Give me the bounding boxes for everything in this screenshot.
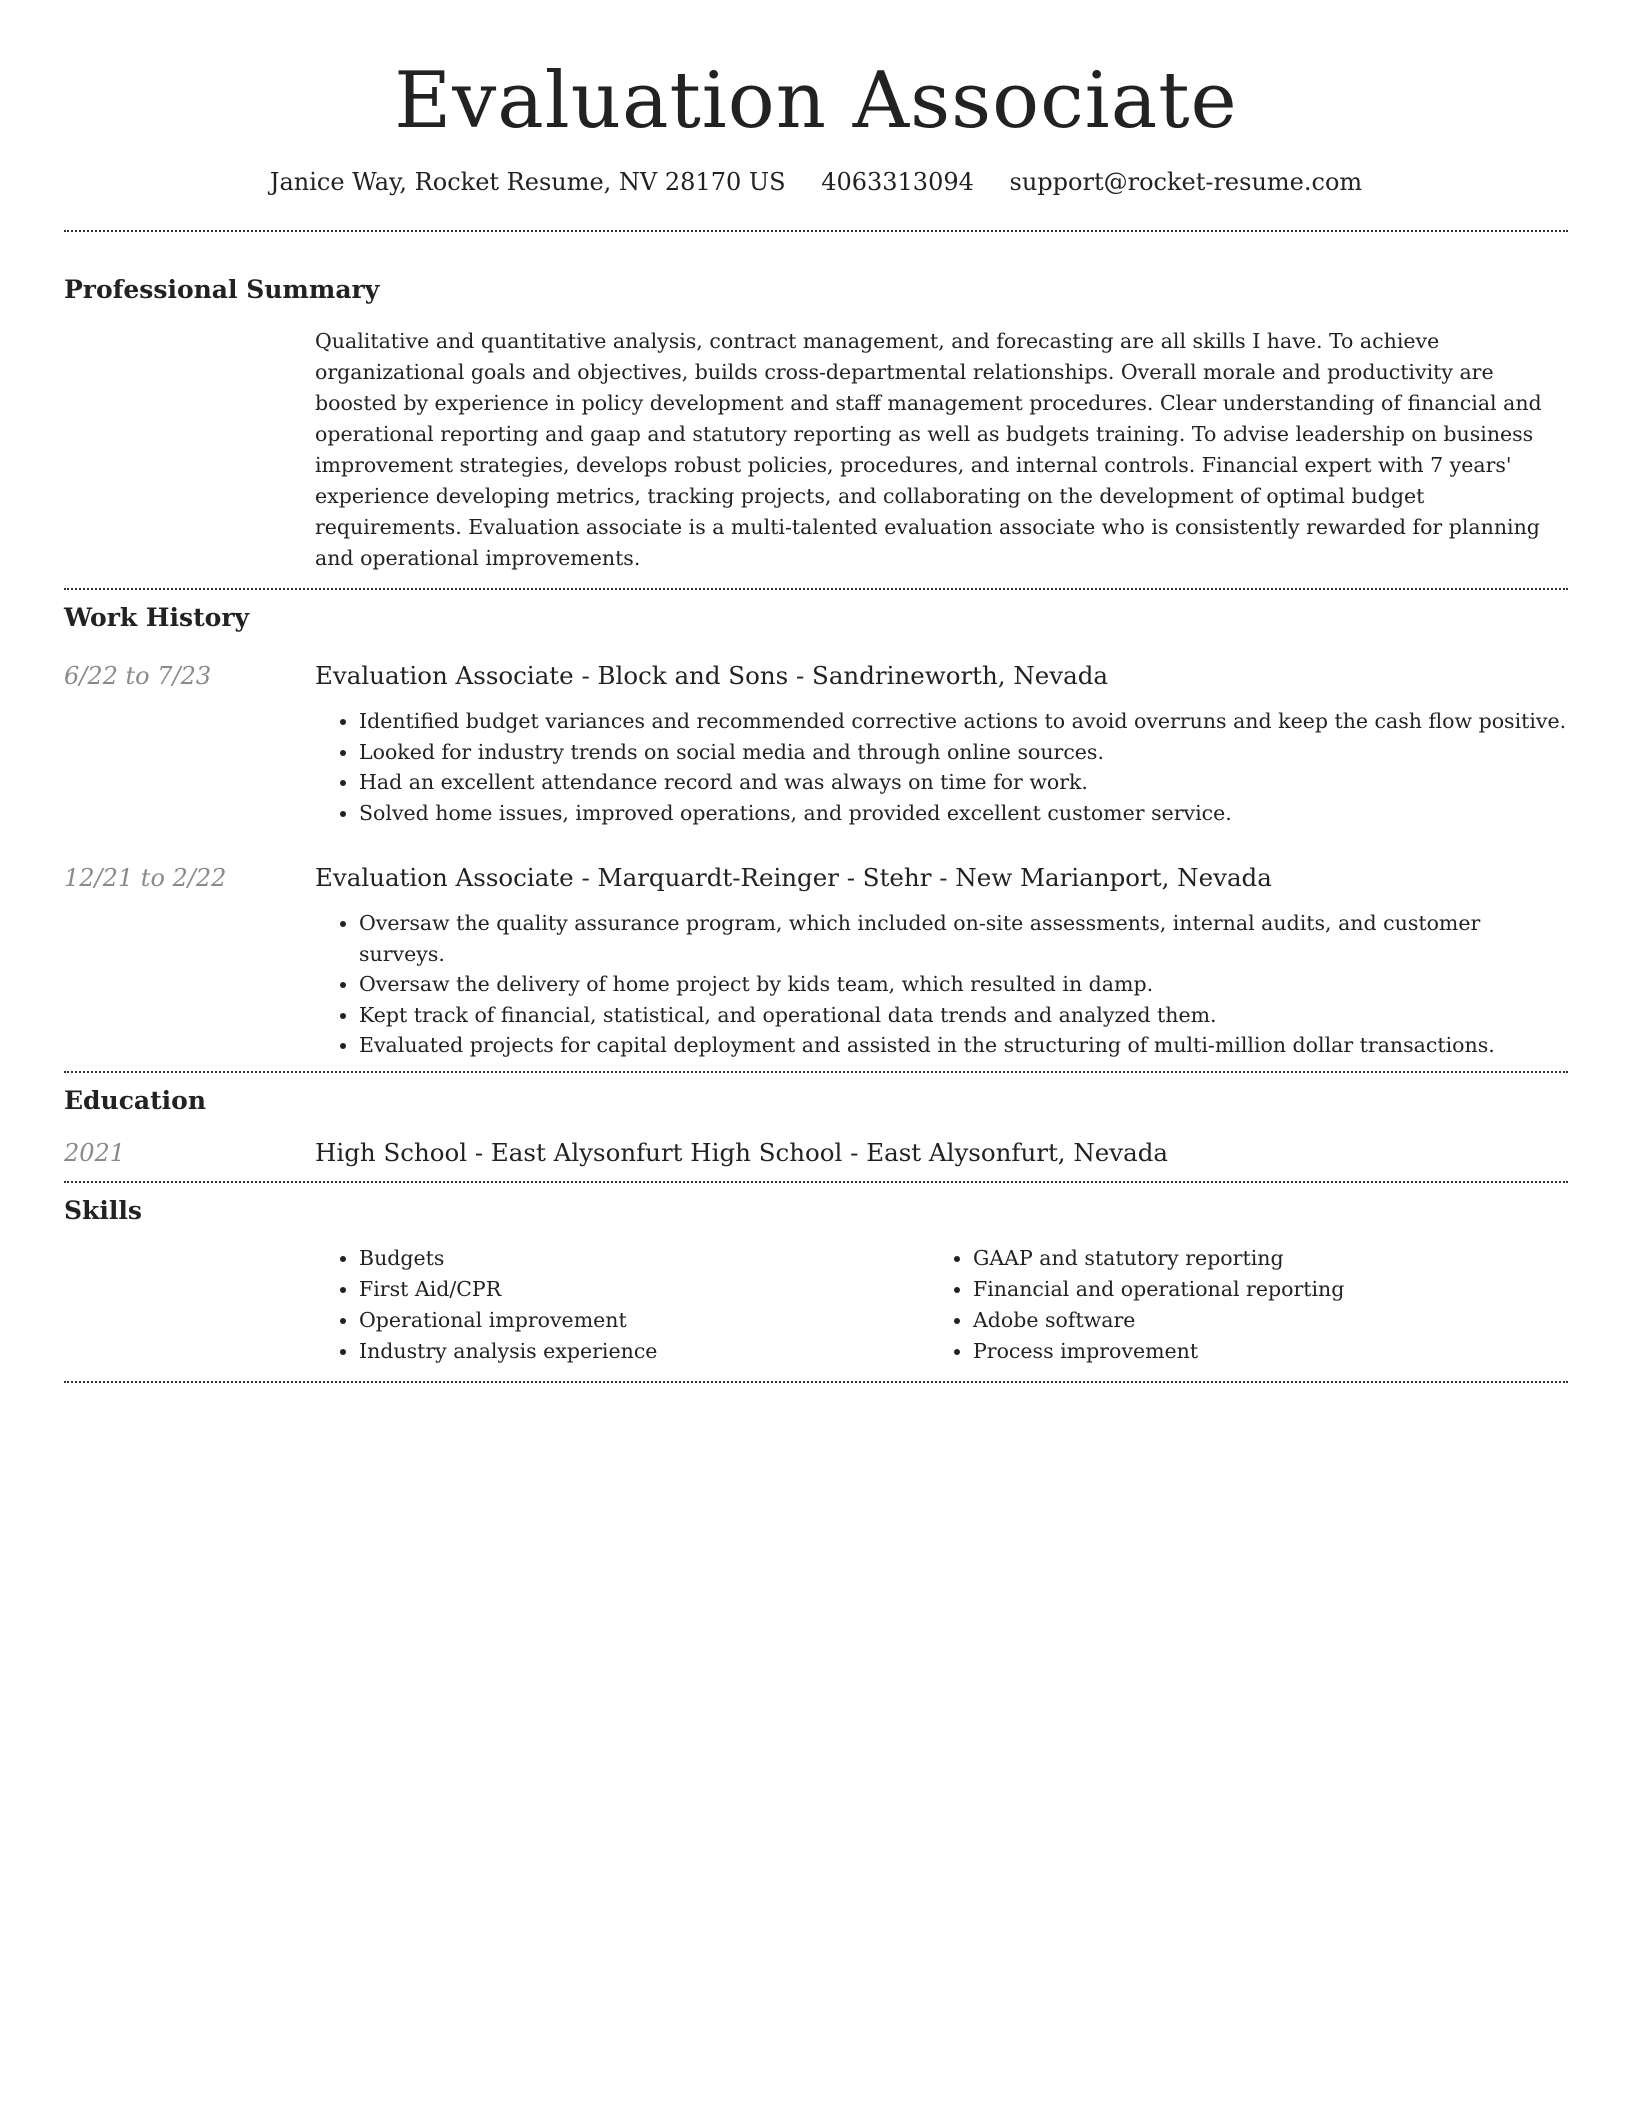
skill-item: • Adobe software (973, 1305, 1543, 1336)
education-heading: High School - East Alysonfurt High School - East Alysonfurt, Nevada (315, 1137, 1169, 1167)
candidate-name: Evaluation Associate (394, 56, 1238, 146)
skill-item: • Process improvement (973, 1336, 1543, 1367)
skill-item: • Budgets (359, 1243, 929, 1274)
education-date: 2021 (64, 1138, 126, 1167)
skill-item: • Operational improvement (359, 1305, 929, 1336)
job-body (315, 660, 1568, 828)
contact-email: support@rocket-resume.com (1009, 168, 1363, 196)
skill-item: • First Aid/CPR (359, 1274, 929, 1305)
skill-item: • GAAP and statutory reporting (973, 1243, 1543, 1274)
section-divider (64, 1071, 1568, 1073)
job-date: 12/21 to 2/22 (64, 864, 227, 892)
skills-column-left (315, 1243, 929, 1367)
summary-text: Qualitative and quantitative analysis, contract management, and forecasting are all skills I have. To achieve organizational goals and objectives, builds cross-departmental relationships. Overall morale and productivity are boosted by experience in policy development and staff management procedures. Clear understanding of financial and operational reporting and gaap and statutory reporting as well as budgets training. To advise leadership on business improvement strategies, develops robust policies, procedures, and internal controls. Financial expert with 7 years' experience developing metrics, tracking projects, and collaborating on the development of optimal budget requirements. Evaluation associate is a multi-talented evaluation associate who is consistently rewarded for planning and operational improvements. (315, 329, 1542, 570)
resume-header (64, 0, 1568, 198)
section-divider (64, 1381, 1568, 1383)
job-date: 6/22 to 7/23 (64, 662, 212, 690)
contact-address: Janice Way, Rocket Resume, NV 28170 US (269, 168, 786, 196)
skill-item: • Financial and operational reporting (973, 1274, 1543, 1305)
resume-page (64, 0, 1568, 1383)
job-entry (64, 660, 1568, 828)
job-bullet: • Identified budget variances and recommended corrective actions to avoid overruns and keep the cash flow positive. (359, 706, 1568, 737)
section-divider (64, 588, 1568, 590)
job-bullet: • Solved home issues, improved operations, and provided excellent customer service. (359, 798, 1568, 829)
section-divider (64, 230, 1568, 232)
job-bullet-list (315, 706, 1568, 828)
education-section-title: Education (64, 1085, 207, 1115)
section-divider (64, 1181, 1568, 1183)
job-bullet: • Looked for industry trends on social media and through online sources. (359, 737, 1568, 768)
job-heading: Evaluation Associate - Marquardt-Reinger - Stehr - New Marianport, Nevada (315, 863, 1272, 892)
job-bullet-list (315, 908, 1568, 1061)
job-bullet: • Evaluated projects for capital deployment and assisted in the structuring of multi-million dollar transactions. (359, 1030, 1568, 1061)
job-heading: Evaluation Associate - Block and Sons - Sandrineworth, Nevada (315, 661, 1109, 690)
job-bullet: • Oversaw the delivery of home project by kids team, which resulted in damp. (359, 969, 1568, 1000)
job-bullet: • Had an excellent attendance record and was always on time for work. (359, 767, 1568, 798)
summary-section-title: Professional Summary (64, 275, 380, 304)
skills-section-title: Skills (64, 1195, 142, 1225)
job-bullet: • Kept track of financial, statistical, and operational data trends and analyzed them. (359, 1000, 1568, 1031)
skills-column-right (929, 1243, 1543, 1367)
education-entry (64, 1137, 1568, 1169)
work-history-section-title: Work History (64, 603, 250, 632)
skills-grid (315, 1243, 1568, 1367)
job-body (315, 862, 1568, 1061)
job-entry (64, 862, 1568, 1061)
job-bullet: • Oversaw the quality assurance program, which included on-site assessments, internal audits, and customer surveys. (359, 908, 1568, 969)
contact-line (64, 166, 1568, 198)
skill-item: • Industry analysis experience (359, 1336, 929, 1367)
contact-phone: 4063313094 (821, 168, 974, 196)
